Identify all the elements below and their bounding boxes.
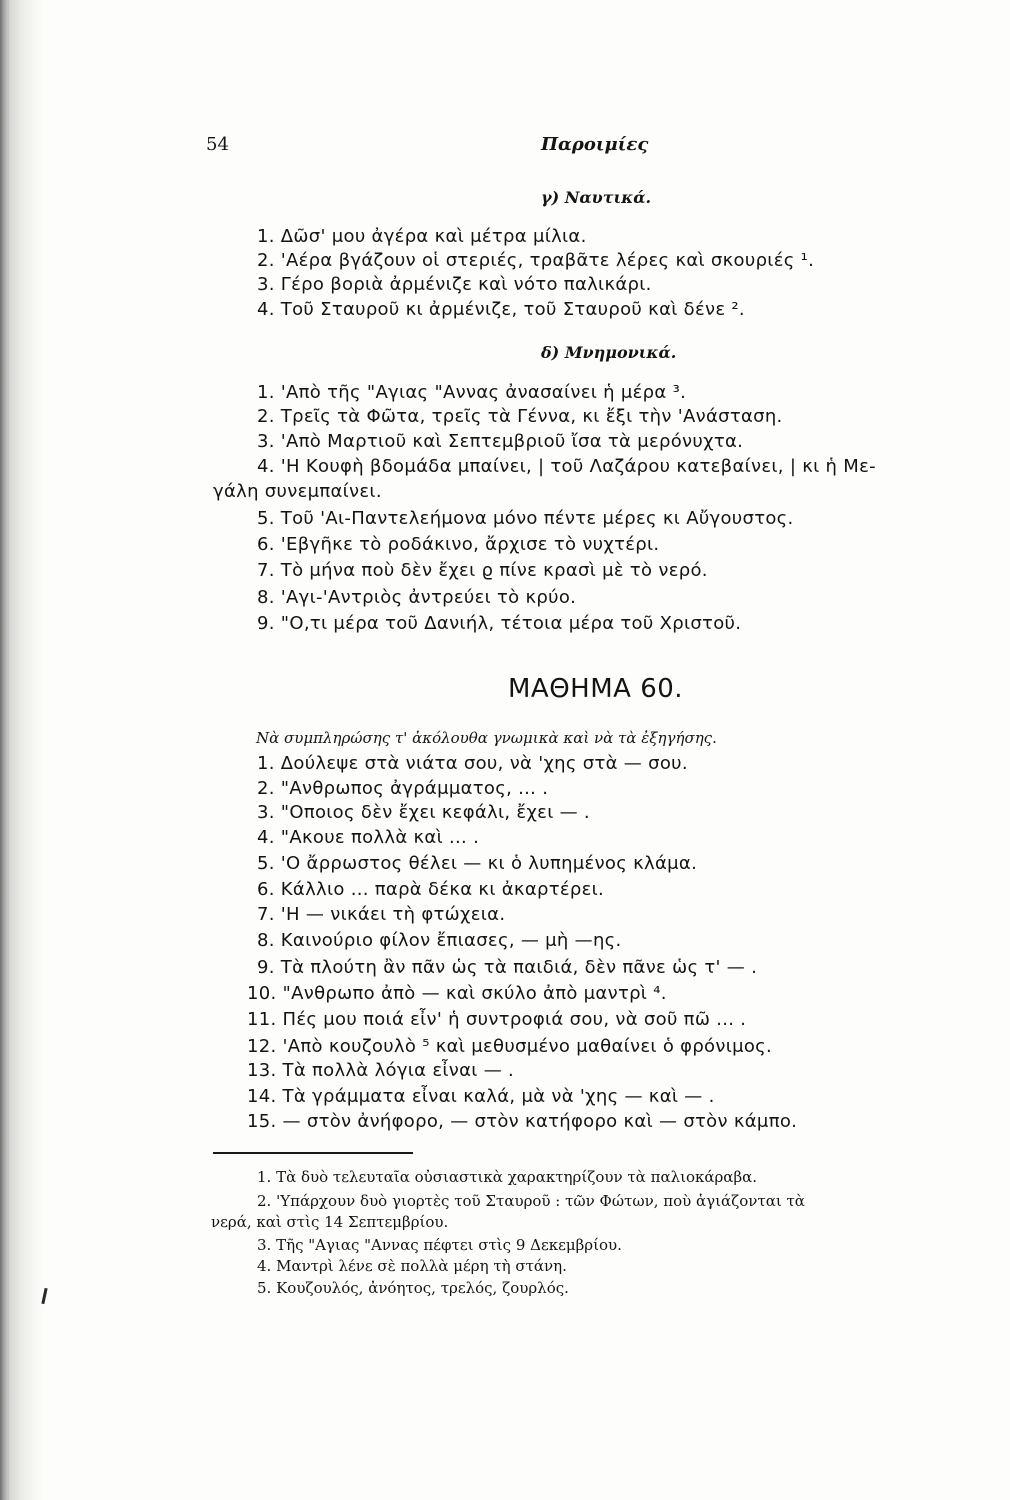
list-item-continuation: γάλη συνεμπαίνει.	[213, 481, 382, 502]
section-heading-nautical: γ) Ναυτικά.	[541, 188, 652, 207]
list-item: 2. Τρεῖς τὰ Φῶτα, τρεῖς τὰ Γέννα, κι ἔξι τὴν 'Ανάσταση.	[257, 406, 783, 427]
list-item: 7. Τὸ μήνα ποὺ δὲν ἔχει ϱ πίνε κρασὶ μὲ τὸ νερό.	[257, 560, 708, 581]
list-item: 8. 'Αγι-'Αντριὸς ἀντρεύει τὸ κρύο.	[257, 587, 577, 608]
list-item: 2. 'Αέρα βγάζουν οἱ στεριές, τραβᾶτε λέρες καὶ σκουριές ¹.	[257, 250, 815, 271]
list-item: 6. 'Εβγῆκε τὸ ροδάκινο, ἄρχισε τὸ νυχτέρι.	[257, 534, 660, 555]
exercise-item: 15. — στὸν ἀνήφορο, — στὸν κατήφορο καὶ — στὸν κάμπο.	[247, 1111, 798, 1132]
footnote-continuation: νερά, καὶ στὶς 14 Σεπτεμβρίου.	[211, 1213, 449, 1231]
section-heading-mnemonic: δ) Μνημονικά.	[541, 343, 677, 362]
exercise-item: 7. 'Η — νικάει τὴ φτώχεια.	[257, 904, 506, 925]
list-item: 1. 'Απὸ τῆς "Αγιας "Αννας ἀνασαίνει ἡ μέρα ³.	[257, 382, 687, 403]
exercise-item: 14. Τὰ γράμματα εἶναι καλά, μὰ νὰ 'χης — καὶ — .	[247, 1086, 715, 1107]
exercise-item: 10. "Ανθρωπο ἀπὸ — καὶ σκύλο ἀπὸ μαντρὶ ⁴.	[247, 983, 667, 1004]
list-item: 9. "Ο,τι μέρα τοῦ Δανιήλ, τέτοια μέρα τοῦ Χριστοῦ.	[257, 613, 742, 634]
footnote: 5. Κουζουλός, ἀνόητος, τρελός, ζουρλός.	[257, 1279, 569, 1297]
list-item: 4. Τοῦ Σταυροῦ κι ἀρμένιζε, τοῦ Σταυροῦ καὶ δένε ².	[257, 299, 745, 320]
list-item: 1. Δῶσ' μου ἀγέρα καὶ μέτρα μίλια.	[257, 226, 587, 247]
exercise-item: 5. 'Ο ἄρρωστος θέλει — κι ὁ λυπημένος κλάμα.	[257, 853, 698, 874]
exercise-item: 12. 'Απὸ κουζουλὸ ⁵ καὶ μεθυσμένο μαθαίνει ὁ φρόνιμος.	[247, 1036, 773, 1057]
running-title: Παροιμίες	[541, 134, 649, 155]
exercise-item: 2. "Ανθρωπος ἀγράμματος, ... .	[257, 778, 549, 799]
lesson-title: ΜΑΘΗΜΑ 60.	[508, 674, 684, 704]
footnote: 1. Τὰ δυὸ τελευταῖα οὐσιαστικὰ χαρακτηρίζουν τὰ παλιοκάραβα.	[257, 1168, 758, 1186]
exercise-item: 13. Τὰ πολλὰ λόγια εἶναι — .	[247, 1060, 515, 1081]
exercise-item: 8. Καινούριο φίλον ἔπιασες, — μὴ —ης.	[257, 930, 622, 951]
footnote-rule	[213, 1152, 413, 1154]
exercise-item: 3. "Οποιος δὲν ἔχει κεφάλι, ἔχει — .	[257, 802, 590, 823]
footnote: 3. Τῆς "Αγιας "Αννας πέφτει στὶς 9 Δεκεμβρίου.	[257, 1236, 622, 1254]
exercise-item: 6. Κάλλιο ... παρὰ δέκα κι ἀκαρτέρει.	[257, 879, 605, 900]
list-item: 3. Γέρο βοριὰ ἀρμένιζε καὶ νότο παλικάρι.	[257, 274, 652, 295]
list-item: 5. Τοῦ 'Αι-Παντελεήμονα μόνο πέντε μέρες κι Αὔγουστος.	[257, 508, 794, 529]
footnote: 2. 'Υπάρχουν δυὸ γιορτὲς τοῦ Σταυροῦ : τῶν Φώτων, ποὺ ἁγιάζονται τὰ	[257, 1192, 805, 1210]
exercise-item: 1. Δούλεψε στὰ νιάτα σου, νὰ 'χης στὰ — σου.	[257, 753, 688, 774]
page-edge	[0, 0, 44, 1500]
exercise-item: 4. "Ακουε πολλὰ καὶ ... .	[257, 827, 480, 848]
lesson-instruction: Νὰ συμπληρώσης τ' ἀκόλουθα γνωμικὰ καὶ νὰ τὰ ἐξηγήσης.	[256, 729, 717, 747]
page-number: 54	[206, 134, 229, 155]
footnote: 4. Μαντρὶ λένε σὲ πολλὰ μέρη τὴ στάνη.	[257, 1257, 567, 1275]
exercise-item: 9. Τὰ πλούτη ἂν πᾶν ὡς τὰ παιδιά, δὲν πᾶνε ὡς τ' — .	[257, 957, 758, 978]
list-item: 3. 'Απὸ Μαρτιοῦ καὶ Σεπτεμβριοῦ ἴσα τὰ μερόνυχτα.	[257, 431, 744, 452]
list-item: 4. 'Η Κουφὴ βδομάδα μπαίνει, | τοῦ Λαζάρου κατεβαίνει, | κι ἡ Με-	[257, 456, 876, 477]
exercise-item: 11. Πές μου ποιά εἶν' ἡ συντροφιά σου, νὰ σοῦ πῶ ... .	[247, 1009, 747, 1030]
